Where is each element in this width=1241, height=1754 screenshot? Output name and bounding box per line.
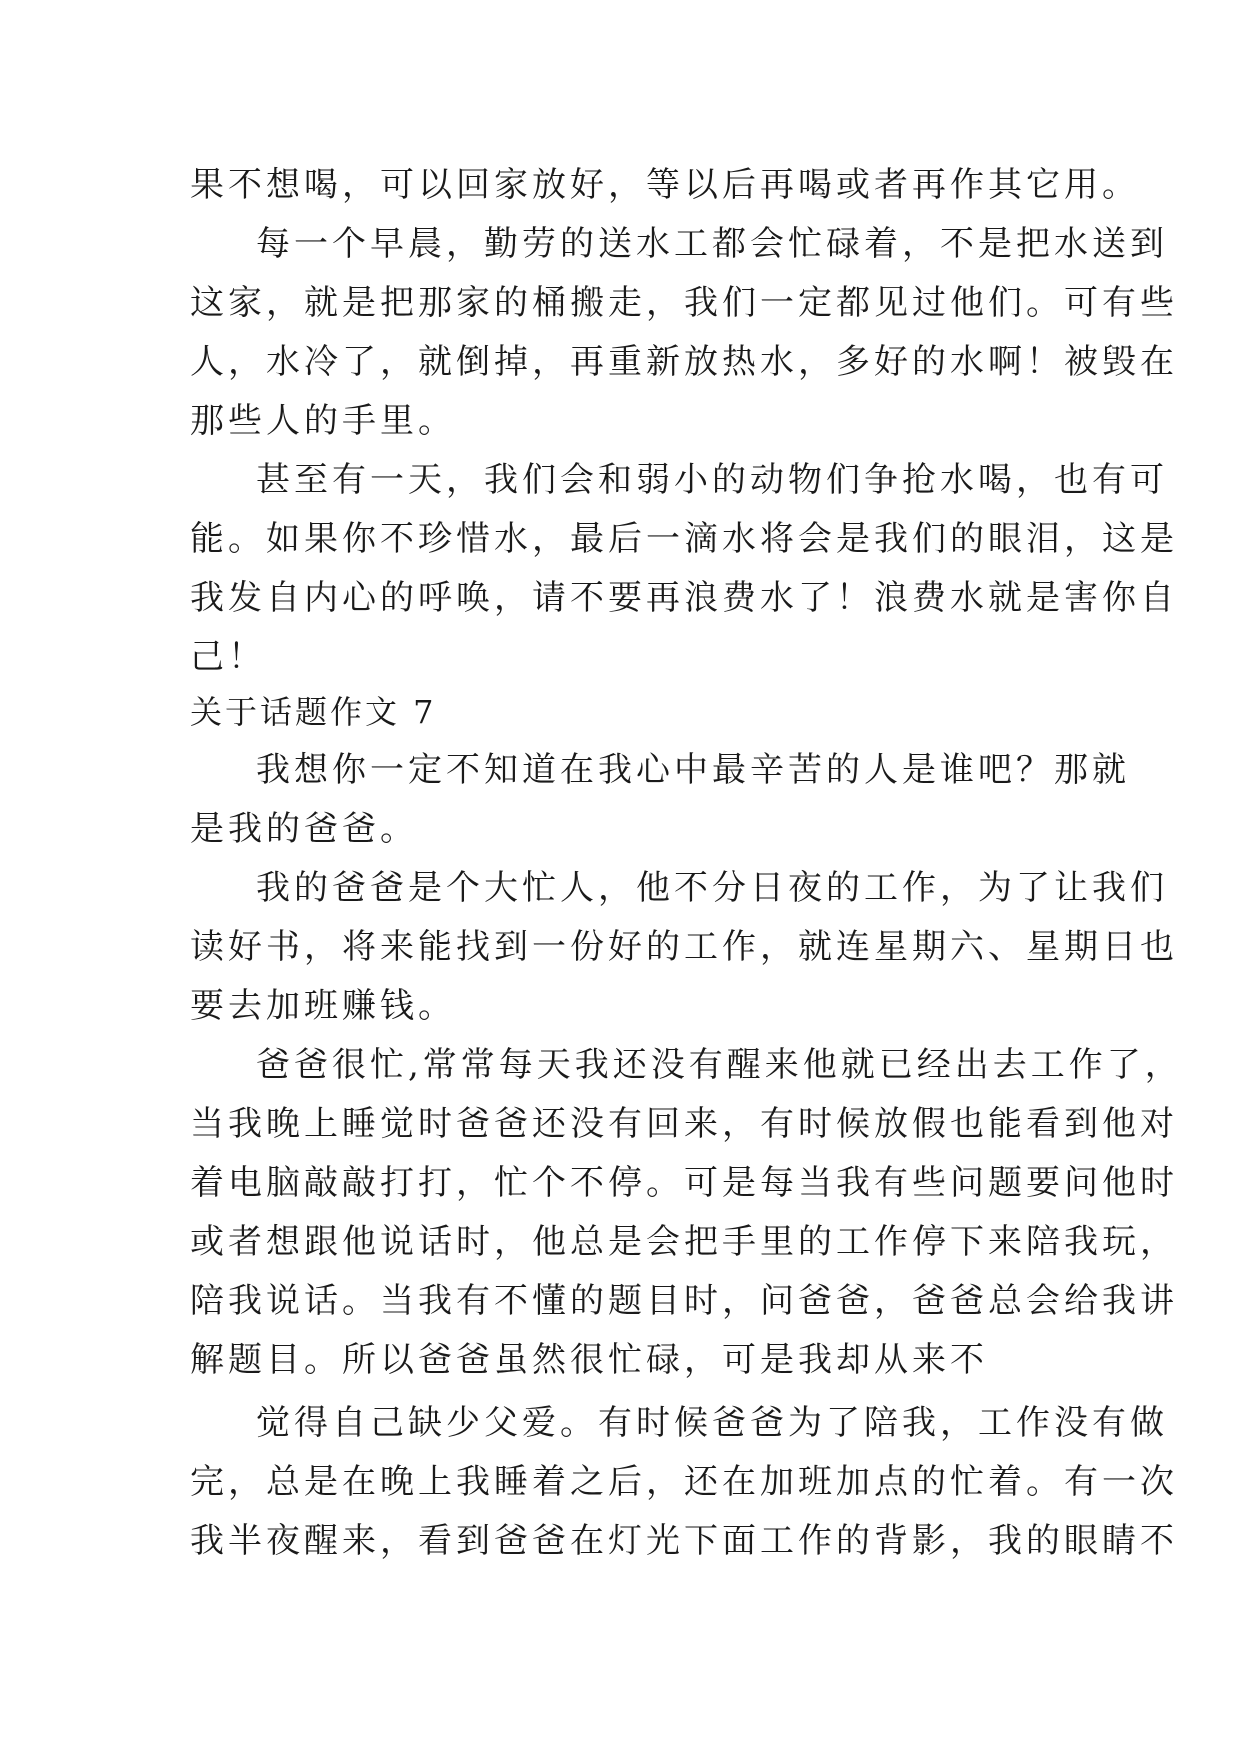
paragraph-line: 人，水冷了，就倒掉，再重新放热水，多好的水啊！被毁在: [190, 342, 1178, 382]
paragraph-line: 我发自内心的呼唤，请不要再浪费水了！浪费水就是害你自: [190, 578, 1178, 618]
paragraph-line: 甚至有一天，我们会和弱小的动物们争抢水喝，也有可: [256, 460, 1168, 500]
paragraph-line: 我半夜醒来，看到爸爸在灯光下面工作的背影，我的眼睛不: [190, 1521, 1178, 1561]
section-title: 关于话题作文 7: [190, 693, 437, 731]
paragraph-line: 己！: [190, 637, 266, 677]
paragraph-line: 是我的爸爸。: [190, 809, 418, 849]
paragraph-line: 果不想喝，可以回家放好，等以后再喝或者再作其它用。: [190, 165, 1140, 205]
paragraph-line: 我想你一定不知道在我心中最辛苦的人是谁吧？那就: [256, 750, 1130, 790]
paragraph-line: 或者想跟他说话时，他总是会把手里的工作停下来陪我玩，: [190, 1222, 1178, 1262]
paragraph-line: 着电脑敲敲打打，忙个不停。可是每当我有些问题要问他时: [190, 1163, 1178, 1203]
paragraph-line: 爸爸很忙,常常每天我还没有醒来他就已经出去工作了，: [256, 1045, 1183, 1085]
paragraph-line: 每一个早晨，勤劳的送水工都会忙碌着，不是把水送到: [256, 224, 1168, 264]
paragraph-line: 读好书，将来能找到一份好的工作，就连星期六、星期日也: [190, 927, 1178, 967]
paragraph-line: 要去加班赚钱。: [190, 986, 456, 1026]
paragraph-line: 我的爸爸是个大忙人，他不分日夜的工作，为了让我们: [256, 868, 1168, 908]
paragraph-line: 觉得自己缺少父爱。有时候爸爸为了陪我，工作没有做: [256, 1403, 1168, 1443]
paragraph-line: 那些人的手里。: [190, 401, 456, 441]
paragraph-line: 完，总是在晚上我睡着之后，还在加班加点的忙着。有一次: [190, 1462, 1178, 1502]
paragraph-line: 陪我说话。当我有不懂的题目时，问爸爸，爸爸总会给我讲: [190, 1281, 1178, 1321]
paragraph-line: 这家，就是把那家的桶搬走，我们一定都见过他们。可有些: [190, 283, 1178, 323]
paragraph-line: 当我晚上睡觉时爸爸还没有回来，有时候放假也能看到他对: [190, 1104, 1178, 1144]
paragraph-line: 解题目。所以爸爸虽然很忙碌，可是我却从来不: [190, 1340, 988, 1380]
paragraph-line: 能。如果你不珍惜水，最后一滴水将会是我们的眼泪，这是: [190, 519, 1178, 559]
